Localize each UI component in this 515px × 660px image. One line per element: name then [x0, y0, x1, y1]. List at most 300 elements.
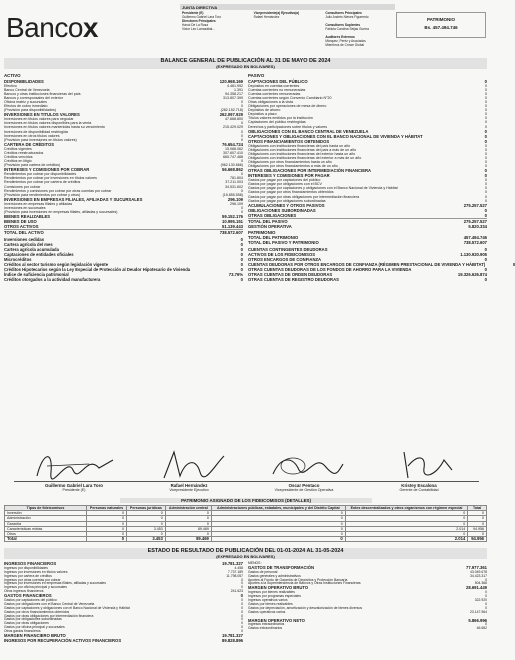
line-item-label: Otros ingresos financieros [4, 589, 44, 594]
table-cell: 2.014 [345, 537, 468, 542]
line-item-value: 0 [485, 590, 487, 595]
line-item-label: INVERSIONES EN EMPRESAS FILIALES, AFILIADAS Y SUCURSALES [4, 196, 143, 202]
table-cell: 0 [87, 526, 127, 531]
line-item-label: Gastos por pagar por otros financiamientos obtenidos [248, 190, 334, 195]
line-item-value: 0 [484, 78, 487, 84]
line-item-value: (962.130.666) [220, 163, 243, 168]
line-item-value: 0 [485, 160, 487, 164]
table-cell: 0 [87, 516, 127, 521]
line-item-value: 0 [241, 617, 243, 622]
line-item-value: 215.429.029 [223, 125, 243, 130]
line-item-label: Obligaciones con instituciones financieras del exterior hasta un año [248, 151, 356, 156]
line-item-value: 51.139.443 [222, 224, 243, 230]
line-item-label: Rendimientos por cobrar por cartera de créditos [4, 180, 81, 185]
table-cell: 0 [468, 516, 487, 521]
column-header: Personas jurídicas [127, 506, 166, 511]
line-item-value: 89.828.896 [222, 637, 243, 643]
line-item-label: INGRESOS FINANCIEROS [4, 561, 57, 566]
line-item-value: 120.968.169 [219, 78, 243, 84]
table-cell: 0 [468, 532, 487, 537]
line-item-label: Cuentas corrientes no remuneradas [248, 87, 306, 92]
line-item-value: 0 [241, 99, 243, 104]
line-item-value: 0 [485, 124, 487, 129]
line-item-label: Cuentas corrientes según Convenio Cambiario N°20 [248, 95, 332, 100]
line-item-value: 0 [241, 210, 243, 215]
line-item-label: Inversiones en empresas filiales y afiliadas [4, 201, 73, 206]
line-item-label: OBLIGACIONES CON EL BANCO CENTRAL DE VENEZUELA [248, 128, 369, 134]
line-item-value: 0 [485, 594, 487, 599]
line-item-value: 0 [485, 186, 487, 191]
line-item-value: 4.461.992 [227, 83, 243, 88]
line-item-label: GASTOS FINANCIEROS [4, 593, 52, 599]
line-item-value: 0 [485, 194, 487, 199]
line-item-label: Títulos valores emitidos por la institución [248, 116, 313, 121]
line-item-value: 28.691.449 [466, 585, 487, 591]
line-item-label: Comisiones por cobrar [4, 184, 41, 189]
line-item-label: MENOS : [248, 561, 263, 565]
line-item-label: CUENTAS CONTINGENTES DEUDORAS [248, 247, 328, 253]
line-item-value: 47.668.800 [225, 117, 243, 122]
line-item-value: 37.211.003 [225, 180, 243, 185]
line-item-value: 19.326.626.874 [457, 272, 487, 278]
balance-pasivo-column [248, 73, 515, 283]
table-cell: 89.469 [165, 526, 211, 531]
line-item-label: Derechos y participaciones sobre títulos y valores [248, 124, 328, 129]
line-item-label: Ingresos por inversiones en empresas filiales, afiliadas y sucursales [4, 581, 106, 586]
line-item-value: 11.798.057 [226, 573, 243, 578]
line-item-label: Inversiones de disponibilidad restringida [4, 129, 68, 134]
line-item-value: 7.737.189 [227, 569, 243, 574]
signature-block: Guillermo Gabriel Lara Toro Presidente (E) [14, 446, 134, 492]
line-item-value: 0 [241, 133, 243, 138]
line-item-label: Inversiones cedidas [4, 237, 45, 243]
line-item-label: ACUMULACIONES Y OTROS PASIVOS [248, 202, 325, 208]
line-item-value: 0 [484, 212, 487, 218]
resultado-left-column [4, 562, 243, 644]
line-item-label: BIENES REALIZABLES [4, 214, 51, 220]
line-item-value: 77.977.361 [466, 564, 487, 570]
line-item-label: Créditos reestructurados [4, 150, 44, 155]
line-item-label: Ingresos por cartera de créditos [4, 573, 52, 578]
line-item-label: Inversiones en títulos valores para negociar [4, 117, 74, 122]
line-item-value: 0 [484, 277, 487, 283]
line-item-value: 0 [485, 190, 487, 195]
column-header: Entes descentralizados y otros organismos con régimen especial [345, 506, 468, 511]
table-cell: 0 [345, 511, 468, 516]
table-cell: 0 [468, 511, 487, 516]
line-item-value: 0 [241, 159, 243, 164]
line-item-label: (Provisión para inversiones en títulos valores) [4, 137, 77, 142]
line-item-label: CARTERA DE CRÉDITOS [4, 141, 55, 147]
junta-line: Victor Leo Larrazábal... [182, 26, 215, 31]
line-item-label: Otros gastos financieros [4, 629, 41, 634]
line-item-value: 73.76% [228, 272, 243, 278]
line-item-label: MARGEN OPERATIVO NETO [248, 617, 305, 623]
line-item-value: 0 [485, 112, 487, 117]
line-item-value: 0 [485, 155, 487, 160]
line-item-label: Inversiones en títulos valores mantenidas hasta su vencimiento [4, 125, 105, 130]
line-item-label: Cartera agrícola acumulada [4, 247, 59, 253]
line-item-label: Microcréditos [4, 257, 32, 263]
line-item-value: 275.257.527 [463, 218, 487, 224]
table-cell: 0 [87, 532, 127, 537]
bancoex-logo: Bancox [6, 12, 98, 43]
balance-activo-column [4, 74, 243, 282]
line-item-label: Créditos Hipotecarios según la Ley Especial de Protección al Deudor Hipotecario de Vivienda [4, 267, 191, 273]
line-item-value: 275.257.527 [463, 202, 487, 208]
junta-columns [180, 10, 395, 47]
line-item-value: 0 [241, 172, 243, 177]
patrimonio-box [396, 12, 486, 38]
line-item-label: Depósitos de ahorro [248, 108, 281, 113]
line-item-label: Gastos extraordinarios [248, 626, 283, 631]
line-item-value: 43.049.678 [470, 569, 487, 574]
line-item-label: TOTAL DEL PASIVO Y PATRIMONIO [248, 240, 319, 246]
line-item-label: Inversiones en títulos valores disponibles para la venta [4, 121, 92, 126]
line-item-value: 0 [485, 91, 487, 96]
signature-scribble [374, 446, 464, 484]
table-cell: 0 [127, 532, 166, 537]
line-item-label: Gastos por otras obligaciones [4, 621, 49, 626]
junta-title: JUNTA DIRECTIVA [180, 4, 395, 10]
line-item-value: 0 [485, 178, 487, 183]
header [4, 2, 487, 48]
line-item-label: Obligaciones con instituciones financieras del exterior a más de un año [248, 155, 362, 160]
junta-line: Presidente (E) [182, 10, 204, 15]
line-item-label: Obligaciones con instituciones financieras del país hasta un año [248, 143, 351, 148]
line-item-label: Banco Central de Venezuela [4, 87, 50, 92]
line-item-value: 0 [484, 138, 487, 144]
line-item-label: (Provisión para disponibilidades) [4, 108, 56, 113]
line-item-label: Gastos por pagar por obligaciones con el BCV [248, 182, 322, 187]
line-item-label: Ingresos extraordinarios [248, 622, 285, 627]
line-item-value: 0 [485, 182, 487, 187]
line-item-label: Gastos por oficina principal y sucursales [4, 625, 65, 630]
line-item-value: 0 [485, 147, 487, 152]
junta-line: Vicepresidente(a) Ejecutivo(a) [253, 10, 300, 15]
line-item-label: Ingresos por bienes realizables [248, 590, 295, 595]
line-item-label: OTRAS CUENTAS DEUDORAS DE LOS FONDOS DE AHORRO PARA LA VIVIENDA [248, 267, 412, 273]
line-item-value: 0 [484, 168, 487, 174]
signature-block: Rafael Hernández Vicepresidente Ejecutivo [129, 446, 249, 492]
table-cell: 0 [87, 537, 127, 542]
line-item-label: Captaciones del público restringidas [248, 120, 306, 125]
resultado-right-column [248, 562, 487, 631]
line-item-value: 15.068.062 [225, 146, 243, 151]
table-cell: 3.453 [127, 526, 166, 531]
line-item-label: ACTIVO [4, 73, 21, 78]
line-item-value: 19.781.327 [222, 561, 243, 566]
line-item-label: Efectivo [4, 83, 17, 88]
line-item-value: 0 [485, 83, 487, 88]
line-item-value: 0 [484, 173, 487, 179]
line-item-label: Otras obligaciones a la vista [248, 99, 293, 104]
junta-column [252, 10, 324, 47]
line-item-value: 59.152.176 [222, 214, 243, 220]
column-header: Personas naturales [87, 506, 127, 511]
line-item-value: (15.855.558) [222, 192, 243, 197]
table-cell: 0 [127, 516, 166, 521]
line-item-label: Ingresos operativos varios [248, 597, 288, 602]
junta-line: Guillermo Gabriel Lara Toro [182, 14, 222, 19]
table-cell: 0 [165, 511, 211, 516]
line-item-value: 56.668.862 [222, 167, 243, 173]
table-cell: Inversión [5, 511, 87, 516]
line-item-value: 0 [241, 601, 243, 606]
line-item-value: 0 [484, 267, 487, 273]
line-item-label: Créditos vencidos [4, 155, 33, 159]
column-header: Administraciones públicas, estadales, municipales y del Distrito Capital [211, 506, 345, 511]
line-item-value: 0 [241, 188, 243, 193]
line-item-label: Obligaciones por otros financiamientos a más de un año [248, 164, 338, 169]
table-cell: 0 [211, 516, 345, 521]
line-item-value: 0 [485, 108, 487, 113]
line-item-label: TOTAL DEL PASIVO [248, 218, 288, 224]
line-item-value: 0 [240, 262, 243, 268]
line-item-value: 76.654.724 [222, 141, 243, 147]
table-total-row [5, 537, 487, 542]
line-item-label: Oficina matriz y sucursales [4, 99, 47, 104]
table-cell: 94.956 [468, 526, 487, 531]
table-cell: 89.469 [165, 537, 211, 542]
line-item-value: 0 [484, 247, 487, 253]
line-item-value: 0 [241, 137, 243, 142]
line-item-label: INTERESES Y COMISIONES POR COBRAR [4, 167, 90, 173]
table-cell: 0 [127, 511, 166, 516]
line-item-label: CUENTAS DEUDORAS POR OTROS ENCARGOS DE CONFIANZA (RÉGIMEN PRESTACIONAL DE VIVIENDA Y HÁBITAT) [248, 262, 486, 268]
line-item-label: Créditos en litigio [4, 159, 32, 164]
line-item-label: Gastos por captaciones y obligaciones con el Banco Nacional de Vivienda y Hábitat [4, 605, 130, 610]
signature-scribble [29, 446, 119, 484]
table-cell: 0 [211, 511, 345, 516]
column-header: Total [468, 506, 487, 511]
line-item-value: 307.607.410 [223, 150, 243, 155]
line-item-label: Gastos por bienes realizables [248, 601, 293, 606]
line-item [4, 277, 243, 282]
line-item-label: Obligaciones por otros financiamientos hasta un año [248, 160, 332, 164]
line-item-label: OTRAS CUENTAS DE ORDEN DEUDORAS [248, 272, 333, 278]
patrimonio-value: Bs. 457.494.746 [424, 25, 458, 30]
line-item-label: OTRAS OBLIGACIONES [248, 212, 297, 218]
line-item-label: Gastos por pagar por captaciones y obligaciones con el Banco Nacional de Vivienda y Hábitat [248, 186, 398, 191]
table-cell: 3.453 [127, 537, 166, 542]
line-item-label: CAPTACIONES DEL PÚBLICO [248, 78, 308, 84]
line-item-value: 5.820.334 [468, 223, 487, 229]
line-item-value: 781.804 [230, 176, 243, 181]
table-cell: 0 [87, 521, 127, 526]
resultado-title: ESTADO DE RESULTADO DE PUBLICACIÓN DEL 01-01-2024 AL 31-05-2024 (EXPRESADO EN BOLIVARES) [4, 548, 487, 559]
line-item-value: 0 [241, 205, 243, 210]
table-cell: 0 [165, 532, 211, 537]
line-item-value: 34.531.602 [225, 184, 243, 189]
line-item-value: 665.747.488 [223, 155, 243, 159]
line-item-label: Gastos operativos varios [248, 609, 286, 614]
table-cell: Otros [5, 532, 87, 537]
line-item-label: Créditos vigentes [4, 146, 32, 151]
fideicomisos-title: PATRIMONIO ASIGNADO DE LOS FIDEICOMISOS (DETALLES) [120, 498, 372, 503]
line-item-label: Aportes al Fondo de Garantía de Depósitos y Protección Bancaria [248, 577, 348, 582]
line-item-value: 0 [484, 207, 487, 213]
line-item-label: PASIVO [248, 73, 265, 78]
junta-line: Auditores Externos [325, 34, 355, 39]
line-item-label: Bancos y otras instituciones financieras del país [4, 91, 81, 96]
table-cell: 0 [165, 516, 211, 521]
line-item-value: 0 [240, 277, 243, 283]
column-header: Administración central [165, 506, 211, 511]
line-item-value: 0 [484, 133, 487, 139]
junta-line: Márquez, Peréz y Asociados [325, 38, 366, 43]
line-item-label: OTROS FINANCIAMIENTOS OBTENIDOS [248, 138, 330, 144]
line-item-label: OBLIGACIONES SUBORDINADAS [248, 207, 316, 213]
junta-line: Hanoi De La Rosa [182, 22, 209, 27]
patrimonio-label: PATRIMONIO [426, 17, 456, 22]
line-item-label: DISPONIBILIDADES [4, 78, 44, 84]
line-item-label: Cartera agrícola del mes [4, 242, 53, 248]
line-item-value: 0 [484, 128, 487, 134]
line-item-value: 0 [485, 116, 487, 121]
line-item-label: OTRAS OBLIGACIONES POR INTERMEDIACIÓN FINANCIERA [248, 168, 372, 174]
line-item-value: 0 [240, 237, 243, 243]
signatures [4, 446, 487, 498]
line-item-label: OTROS ACTIVOS [4, 224, 39, 230]
line-item-value: 241.623 [230, 589, 243, 594]
signature-scribble [259, 446, 349, 484]
table-cell: 0 [345, 532, 468, 537]
table-cell: 0 [211, 537, 345, 542]
line-item-label: Créditos otorgados a la actividad manufacturera [4, 277, 101, 283]
table-cell: Total [5, 537, 87, 542]
signature-block: Oscar Pentaco Vicepresidente de Gestión Operativa [244, 446, 364, 492]
line-item-value: 0 [485, 99, 487, 104]
line-item [4, 639, 243, 644]
line-item-label: Obligaciones por operaciones de mesa de dinero [248, 104, 327, 109]
line-item-label: OTRAS CUENTAS DE REGISTRO DEUDORAS [248, 277, 339, 283]
line-item-label: Captaciones de entidades oficiales [4, 252, 74, 258]
line-item-label: GESTIÓN OPERATIVA [248, 223, 292, 229]
table-cell: Características mixtas [5, 526, 87, 531]
junta-column [180, 10, 252, 47]
line-item-value: 0 [485, 95, 487, 100]
line-item-value: 0 [485, 601, 487, 606]
line-item-label: TOTAL DEL ACTIVO [4, 230, 44, 236]
line-item-label: Ingresos por inversiones en títulos valores [4, 569, 68, 574]
line-item-value: 0 [241, 605, 243, 610]
line-item [248, 277, 487, 282]
table-cell: 0 [127, 521, 166, 526]
line-item-label: Gastos por obligaciones subordinadas [4, 617, 62, 622]
line-item-value: 94.358.217 [225, 91, 243, 96]
line-item-label: CAPTACIONES Y OBLIGACIONES CON EL BANCO NACIONAL DE VIVIENDA Y HÁBITAT [248, 133, 423, 139]
line-item-value: 296.109 [227, 196, 243, 202]
line-item-value: 0 [240, 593, 243, 599]
line-item-label: MARGEN OPERATIVO BRUTO [248, 585, 309, 591]
line-item-label: PATRIMONIO [248, 229, 276, 235]
balance-title: BALANCE GENERAL DE PUBLICACIÓN AL 31 DE MAYO DE 2024 (EXPRESADO EN BOLIVARES) [4, 58, 487, 69]
line-item-label: Gastos por pagar por captaciones del público [248, 178, 321, 183]
line-item-label: INTERESES Y COMISIONES POR PAGAR [248, 173, 330, 179]
line-item-value: 0 [241, 613, 243, 618]
table-cell: 0 [345, 516, 468, 521]
line-item-label: Inversiones en sucursales [4, 205, 46, 210]
line-item-value: 46.662 [476, 626, 487, 631]
line-item-value: 0 [241, 629, 243, 634]
table-cell: 0 [87, 511, 127, 516]
line-item-value: 322.920 [474, 597, 487, 602]
line-item-value: 0 [241, 585, 243, 590]
line-item-label: Gastos por otros financiamientos obtenidos [4, 609, 70, 614]
line-item-label: Gastos por depreciación, amortización y desvalorización de bienes diversos [248, 605, 363, 610]
line-item-value: 0 [240, 247, 243, 253]
line-item-value: 0 [485, 104, 487, 109]
line-item-value: 738.572.607 [219, 230, 243, 236]
line-item-value: 0 [240, 267, 243, 273]
line-item-value: 262.097.929 [219, 112, 243, 118]
line-item-value: 0 [485, 151, 487, 156]
line-item-value: 0 [485, 605, 487, 610]
line-item-label: Inversiones en otros títulos valores [4, 133, 60, 138]
line-item-label: (Provisión para inversiones en empresas filiales, afiliadas y sucursales) [4, 210, 118, 215]
column-header: Tipos de fideicomisos [5, 506, 87, 511]
line-item-value: 5.866.996 [468, 617, 487, 623]
table-cell: 0 [165, 521, 211, 526]
line-item [248, 627, 487, 631]
line-item-value: 0 [241, 609, 243, 614]
line-item-value: 0 [485, 120, 487, 125]
line-item-label: Efectos de cobro inmediato [4, 104, 48, 109]
line-item-label: Gastos generales y administrativos [248, 573, 301, 578]
line-item-label: (Provisión para cartera de créditos) [4, 163, 61, 168]
line-item-value: 0 [241, 625, 243, 630]
line-item-value: 0 [240, 252, 243, 258]
line-item-value: 23.147.964 [470, 609, 487, 614]
line-item-value: 1.391 [234, 87, 243, 92]
line-item-label: GASTOS DE TRANSFORMACIÓN [248, 564, 314, 570]
line-item-value: (282.152.718) [220, 108, 243, 113]
line-item-value: 0 [485, 622, 487, 627]
line-item-value: 0 [485, 198, 487, 203]
table-cell: 0 [468, 521, 487, 526]
junta-line: Fabiola Carolina Seijas Guerra [325, 26, 369, 31]
line-item-label: Gastos por otras obligaciones por intermediación financiera [4, 613, 94, 618]
line-item-label: INVERSIONES EN TITULOS VALORES [4, 112, 80, 118]
line-item-value: 19.781.327 [222, 633, 243, 639]
line-item-value: 296.109 [230, 201, 243, 206]
line-item-value: 0 [241, 621, 243, 626]
line-item-value: 0 [512, 262, 515, 268]
table-cell: 0 [211, 526, 345, 531]
table-cell: 0 [211, 532, 345, 537]
line-item-label: Gastos por pagar por obligaciones subordinadas [248, 198, 326, 203]
junta-line: Directores Principales [182, 18, 216, 23]
line-item-label: Rendimientos por cobrar por disponibilidades [4, 172, 77, 177]
table-cell: 0 [345, 521, 468, 526]
line-item-label: (Provisión para rendimientos por cobrar y otros) [4, 192, 81, 197]
signature-block: Kristey Escalona Gerente de Contabilidad [359, 446, 479, 492]
table-cell: Administración [5, 516, 87, 521]
table-cell: 2.014 [345, 526, 468, 531]
line-item-label: ACTIVOS DE LOS FIDEICOMISOS [248, 252, 316, 258]
line-item-label: Ingresos por programas especiales [248, 594, 301, 599]
junta-line: Miembros de Crowe Global [325, 42, 364, 47]
line-item-value: 738.572.607 [463, 240, 487, 246]
junta-line: Consultores Suplentes [325, 22, 361, 27]
junta-line: Rafael Hernández [253, 14, 280, 19]
line-item-label: Depósitos en cuentas corrientes [248, 83, 300, 88]
signature-scribble [144, 446, 234, 484]
line-item-label: Ingresos por oficina principal y sucursales [4, 585, 67, 590]
line-item-label: Índice de suficiencia patrimonial [4, 272, 69, 278]
junta-directiva [180, 4, 395, 47]
